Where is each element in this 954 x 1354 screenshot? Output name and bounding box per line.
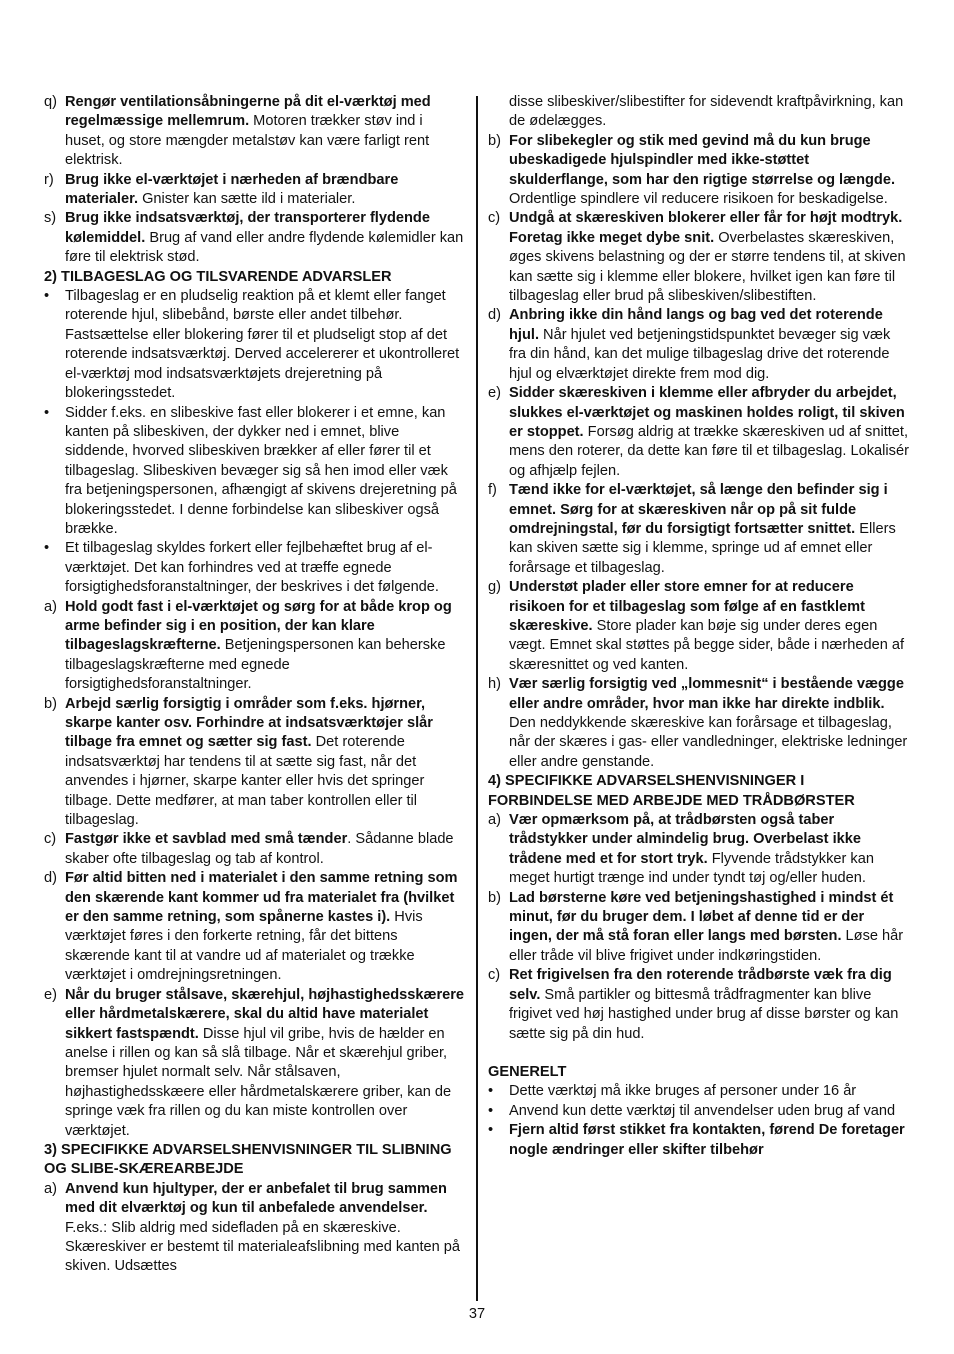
item-text: Når hjulet ved betjeningstidspunktet bevæger sig væk fra din hånd, kan det mulige tilbageslag drive det roterende hjul og elværktøjet direkte frem mod dig.: [509, 326, 891, 382]
item-bold-text: Når du bruger stålsave, skærehjul, højhastighedsskærere eller hårdmetalskærere, skal du altid have materialet sikkert fastspændt.: [65, 986, 465, 1042]
item-text: Anvend kun dette værktøj til anvendelser uden brug af vand: [509, 1102, 896, 1119]
item-marker: e): [44, 986, 57, 1003]
item-text: . Sådanne blade skaber ofte tilbageslag og tab af kontrol.: [65, 831, 454, 867]
item-marker: •: [488, 1083, 494, 1100]
item-marker: c): [44, 831, 57, 848]
item-marker: b): [44, 695, 57, 712]
item-text: Hvis værktøjet føres i den forkerte retning, får det bittens skærende kant til at vandre ud af materialet og trække værktøjet i omdrejningsretningen.: [65, 909, 423, 984]
list-item: [44, 598, 466, 695]
list-item: [44, 93, 466, 171]
item-text: Overbelastes skæreskiven, øges skivens belastning og der er større tendens til, at skiven kan sætte sig i klemme eller blokere, hvilket igen kan føre til tilbageslag eller brud på slibeskiven/slibestiften.: [509, 229, 906, 305]
item-bold-text: Vær opmærksom på, at trådbørsten også taber trådstykker under almindelig brug. Overbelast ikke trådene med et for stort tryk.: [509, 812, 861, 867]
item-marker: •: [488, 1122, 494, 1139]
page-number: 37: [468, 1306, 486, 1322]
item-bold-text: Brug ikke el-værktøjet i nærheden af brændbare materialer.: [65, 171, 399, 208]
item-text: Brug af vand eller andre flydende kølemidler kan føre til elektrisk stød.: [65, 229, 464, 266]
left-column: [44, 93, 466, 1277]
item-bold-text: Lad børsterne køre ved betjeningshastighed i mindst ét minut, før du bruger dem. I løbet af denne tid er der ingen, der må stå foran eller langs med børsten.: [509, 889, 894, 945]
item-bold-text: Vær særlig forsigtig ved „lommesnit“ i bestående vægge eller andre områder, hvor man ikke har direkte indblik.: [509, 676, 904, 712]
item-text: Betjeningspersonen kan beherske tilbageslagskræfterne med egnede forsigtighedsforanstaltninger.: [65, 637, 446, 693]
item-bold-text: Rengør ventilationsåbningerne på dit el-værktøj med regelmæssige mellemrum.: [65, 94, 431, 130]
item-text: Det roterende indsatsværktøj har tendens til at sætte sig fast, når det anvendes i hjørner, skarpe kanter eller hvis det springer tilbage. Dette medfører, at man taber kontrollen eller til tilbageslag.: [65, 734, 425, 829]
list-item: [488, 132, 910, 210]
list-item: [44, 830, 466, 869]
item-text: Et tilbageslag skyldes forkert eller fejlbehæftet brug af el-værktøjet. Det kan forhindres ved at træffe egnede forsigtighedsforanstaltninger, der beskrives i det følgende.: [65, 540, 439, 596]
item-bold-text: Brug ikke indsatsværktøj, der transporterer flydende kølemiddel.: [65, 210, 430, 246]
item-text: Dette værktøj må ikke bruges af personer under 16 år: [509, 1083, 857, 1100]
item-bold-text: For slibekegler og stik med gevind må du kun bruge ubeskadigede hjulspindler med ikke-støttet skulderflange, som har den rigtige størrelse og længde.: [509, 132, 896, 188]
item-text: Ellers kan skiven sætte sig i klemme, springe ud af emnet eller forårsage et tilbageslag.: [509, 520, 896, 576]
item-bold-text: Før altid bitten ned i materialet i den samme retning som den skærende kant kommer ud fra materialet fra (hvilket er den samme retning, som spånerne kastes i).: [65, 870, 458, 926]
item-text: Ordentlige spindlere vil reducere risikoen for beskadigelse.: [509, 191, 888, 208]
column-divider: [476, 96, 478, 1301]
bullet-item: [44, 539, 466, 597]
item-marker: e): [488, 385, 501, 402]
item-marker: •: [44, 288, 50, 305]
item-marker: •: [44, 540, 50, 557]
item-text: Motoren trækker støv ind i huset, og store mængder metalstøv kan være farligt rent elektrisk.: [65, 113, 430, 169]
section-heading: 3) SPECIFIKKE ADVARSELSHENVISNINGER TIL SLIBNING OG SLIBE-SKÆREARBEJDE: [44, 1141, 452, 1178]
item-marker: d): [44, 870, 57, 887]
section-heading: 4) SPECIFIKKE ADVARSELSHENVISNINGER I FORBINDELSE MED ARBEJDE MED TRÅDBØRSTER: [488, 773, 855, 809]
list-item: [488, 811, 910, 889]
item-marker: g): [488, 579, 501, 596]
list-item: [488, 481, 910, 578]
item-marker: a): [44, 598, 57, 615]
item-marker: b): [488, 889, 501, 906]
item-bold-text: Arbejd særlig forsigtig i områder som f.eks. hjørner, skarpe kanter osv. Forhindre at indsatsværktøjer slår tilbage fra emnet og sætter sig fast.: [65, 695, 433, 751]
list-item: [488, 889, 910, 967]
item-marker: q): [44, 94, 57, 110]
item-marker: f): [488, 482, 497, 499]
item-marker: d): [488, 307, 501, 324]
item-bold-text: Hold godt fast i el-værktøjet og sørg for at både krop og arme befinder sig i en position, der kan klare tilbageslagskræfterne.: [65, 598, 452, 654]
item-bold-text: Anvend kun hjultyper, der er anbefalet til brug sammen med dit elværktøj og kun til anbefalede anvendelser.: [65, 1180, 447, 1217]
bullet-item: [44, 287, 466, 403]
item-bold-text: Understøt plader eller store emner for at reducere risikoen for et tilbageslag som følge af en fastklemt skæreskive.: [509, 579, 866, 634]
list-item: [44, 209, 466, 267]
item-bold-text: Anbring ikke din hånd langs og bag ved det roterende hjul.: [509, 307, 883, 343]
bullet-item: [488, 1121, 910, 1160]
bullet-item: [488, 1082, 910, 1101]
item-bold-text: Undgå at skæreskiven blokerer eller får for højt modtryk. Foretag ikke meget dybe snit.: [509, 210, 903, 246]
section-heading: GENERELT: [488, 1063, 567, 1080]
list-item: [44, 986, 466, 1141]
item-bold-text: Fastgør ikke et savblad med små tænder: [65, 831, 348, 848]
item-text: Løse hår eller tråde vil blive frigivet under indkøringstiden.: [509, 928, 904, 964]
item-text: Store plader kan bøje sig under deres egen vægt. Emnet skal støttes på begge sider, både i nærheden af skæresnittet og ved kanten.: [509, 617, 905, 673]
right-column: [488, 93, 910, 1160]
list-item: [488, 578, 910, 675]
bullet-item: [488, 1102, 910, 1121]
list-item: [488, 93, 910, 132]
item-marker: •: [488, 1102, 494, 1119]
list-item: [488, 966, 910, 1044]
item-text: Sidder f.eks. en slibeskive fast eller blokerer i et emne, kan kanten på slibeskiven, der dykker ned i emnet, blive siddende, hvorved slibeskiven brækker af eller fører til et tilbageslag. Slibeskiven bevæger sig så hen imod eller væk fra betjeningspersonen, afhængigt af skivens drejeretning på blokeringsstedet. I denne forbindelse kan slibeskiver også brække.: [65, 404, 457, 537]
item-text: Forsøg aldrig at trække skæreskiven ud af snittet, mens den roterer, da dette kan føre til et tilbageslag. Lokalisér og afhjælp fejlen.: [509, 423, 909, 479]
item-marker: b): [488, 132, 501, 149]
item-bold-text: Ret frigivelsen fra den roterende trådbørste væk fra dig selv.: [509, 967, 892, 1003]
item-marker: a): [44, 1180, 57, 1197]
item-text: disse slibeskiver/slibestifter for sidevendt kraftpåvirkning, kan de ødelægges.: [509, 94, 904, 130]
item-marker: c): [488, 967, 501, 984]
section-spacer: [488, 1044, 910, 1063]
item-bold-text: Tænd ikke for el-værktøjet, så længe den befinder sig i emnet. Sørg for at skæreskiven når op på sit fulde omdrejningstal, før du forsigtigt fortsætter snittet.: [509, 482, 888, 537]
list-item: [44, 869, 466, 985]
item-marker: h): [488, 676, 501, 693]
bullet-item: [44, 404, 466, 540]
item-bold-text: Sidder skæreskiven i klemme eller afbryder du arbejdet, slukkes el-værktøjet og maskinen holdes roligt, til skiven er stoppet.: [509, 385, 905, 440]
item-text: Den neddykkende skæreskive kan forårsage et tilbageslag, når der skæres i gas- eller vandledninger, elektriske ledninger eller andre genstande.: [509, 715, 908, 770]
section-heading: 2) TILBAGESLAG OG TILSVARENDE ADVARSLER: [44, 268, 392, 285]
list-item: [488, 306, 910, 384]
item-marker: r): [44, 171, 54, 188]
item-text: Små partikler og bittesmå trådfragmenter kan blive frigivet ved høj hastighed under brug af disse børster og kan sætte sig på din hud.: [509, 986, 899, 1042]
list-item: [488, 209, 910, 306]
item-marker: s): [44, 210, 57, 227]
item-marker: c): [488, 210, 501, 227]
item-marker: •: [44, 404, 50, 421]
item-bold-text: Fjern altid først stikket fra kontakten, førend De foretager nogle ændringer eller skifter tilbehør: [509, 1122, 905, 1158]
item-text: Disse hjul vil gribe, hvis de hælder en anelse i rillen og kan så slå tilbage. Når et skærehjul griber, bremser hjulet normalt selv. Når stålsaven, højhastighedsskæere eller hårdmetalskærere griber, kan de springe væk fra rillen og du kan miste kontrollen over værktøjet.: [65, 1025, 452, 1139]
item-marker: a): [488, 812, 501, 829]
item-text: Tilbageslag er en pludselig reaktion på et klemt eller fanget roterende hjul, slibebånd, børste eller andet tilbehør. Fastsættelse eller blokering fører til et pludseligt stop af det roterende indsatsværktøj. Derved accelererer et ukontrolleret el-værktøj mod indsatsværktøjets drejeretning på blokeringsstedet.: [65, 288, 460, 402]
item-text: Flyvende trådstykker kan meget hurtigt trænge ind under tyndt tøj og/eller huden.: [509, 850, 874, 887]
list-item: [44, 171, 466, 210]
list-item: [488, 675, 910, 772]
item-text: F.eks.: Slib aldrig med sidefladen på en skæreskive. Skæreskiver er bestemt til materialeafslibning med kanten på skiven. Udsættes: [65, 1219, 461, 1275]
list-item: [488, 384, 910, 481]
list-item: [44, 695, 466, 831]
item-text: Gnister kan sætte ild i materialer.: [138, 191, 356, 208]
list-item: [44, 1180, 466, 1277]
